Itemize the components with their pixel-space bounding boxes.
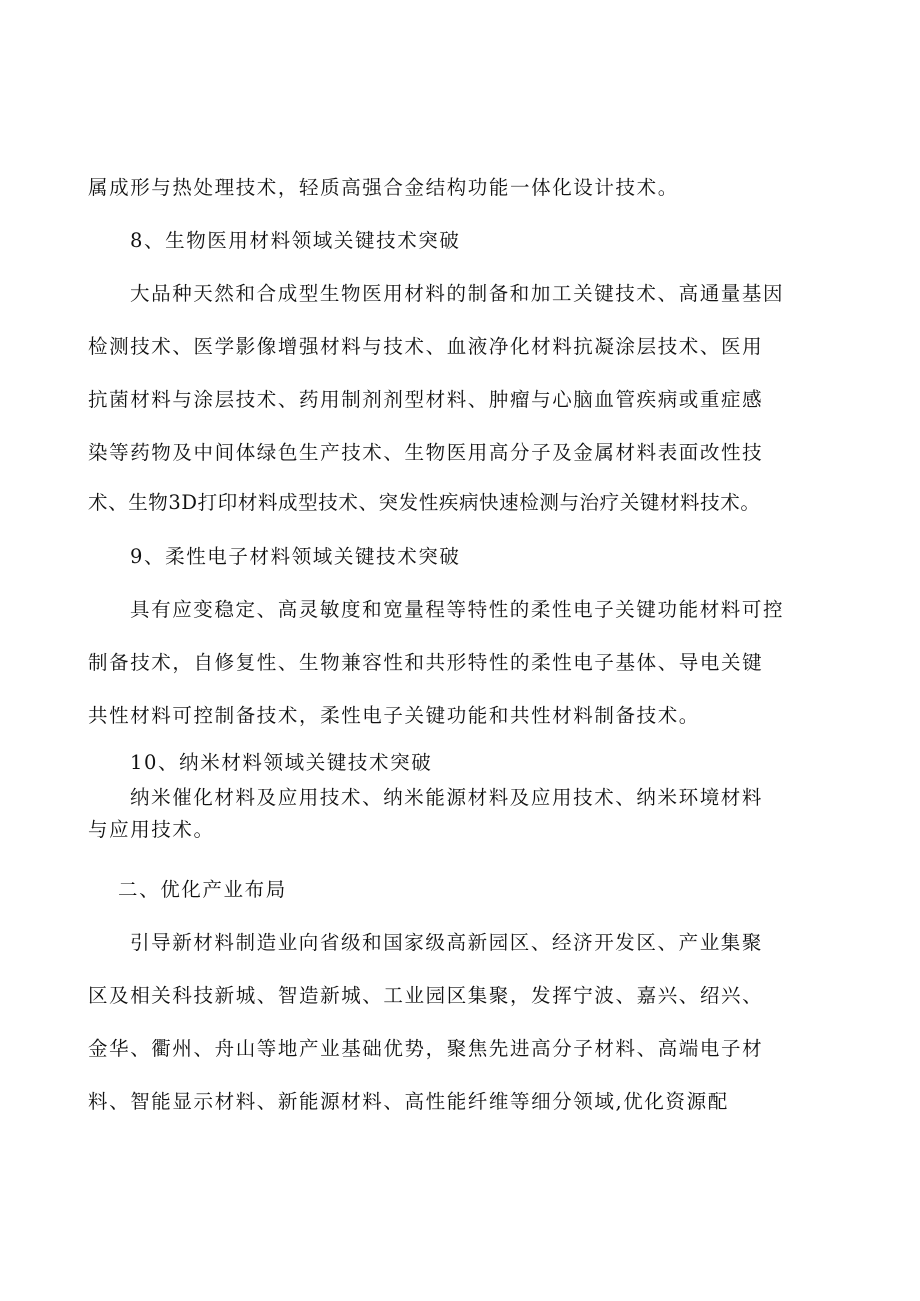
paragraph-line: 料、智能显示材料、新能源材料、高性能纤维等细分领域,优化资源配 — [88, 1090, 729, 1113]
paragraph-line: 共性材料可控制备技术，柔性电子关键功能和共性材料制备技术。 — [88, 704, 700, 727]
paragraph-line: 检测技术、医学影像增强材料与技术、血液净化材料抗凝涂层技术、医用 — [88, 335, 764, 358]
paragraph-line: 引导新材料制造业向省级和国家级高新园区、经济开发区、产业集聚 — [130, 931, 764, 954]
section-heading-biomedical-materials: 8、生物医用材料领域关键技术突破 — [130, 229, 461, 252]
paragraph-line: 抗菌材料与涂层技术、药用制剂剂型材料、肿瘤与心脑血管疾病或重症感 — [88, 388, 764, 411]
paragraph-line: 纳米催化材料及应用技术、纳米能源材料及应用技术、纳米环境材料 — [130, 786, 764, 809]
paragraph-line: 制备技术，自修复性、生物兼容性和共形特性的柔性电子基体、导电关键 — [88, 651, 764, 674]
paragraph-continuation-line: 属成形与热处理技术，轻质高强合金结构功能一体化设计技术。 — [88, 176, 679, 199]
paragraph-line: 具有应变稳定、高灵敏度和宽量程等特性的柔性电子关键功能材料可控 — [130, 598, 785, 621]
paragraph-line: 染等药物及中间体绿色生产技术、生物医用高分子及金属材料表面改性技 — [88, 441, 764, 464]
section-heading-flexible-electronics: 9、柔性电子材料领域关键技术突破 — [130, 545, 461, 568]
paragraph-line: 大品种天然和合成型生物医用材料的制备和加工关键技术、高通量基因 — [130, 282, 785, 305]
paragraph-line: 金华、衢州、舟山等地产业基础优势，聚焦先进高分子材料、高端电子材 — [88, 1037, 764, 1060]
section-heading-nanomaterials: 10、纳米材料领域关键技术突破 — [130, 751, 433, 774]
paragraph-line: 区及相关科技新城、智造新城、工业园区集聚，发挥宁波、嘉兴、绍兴、 — [88, 984, 764, 1007]
chapter-heading-optimize-layout: 二、优化产业布局 — [118, 878, 287, 901]
paragraph-line: 术、生物3D打印材料成型技术、突发性疾病快速检测与治疗关键材料技术。 — [88, 491, 761, 514]
paragraph-line: 与应用技术。 — [88, 818, 215, 841]
